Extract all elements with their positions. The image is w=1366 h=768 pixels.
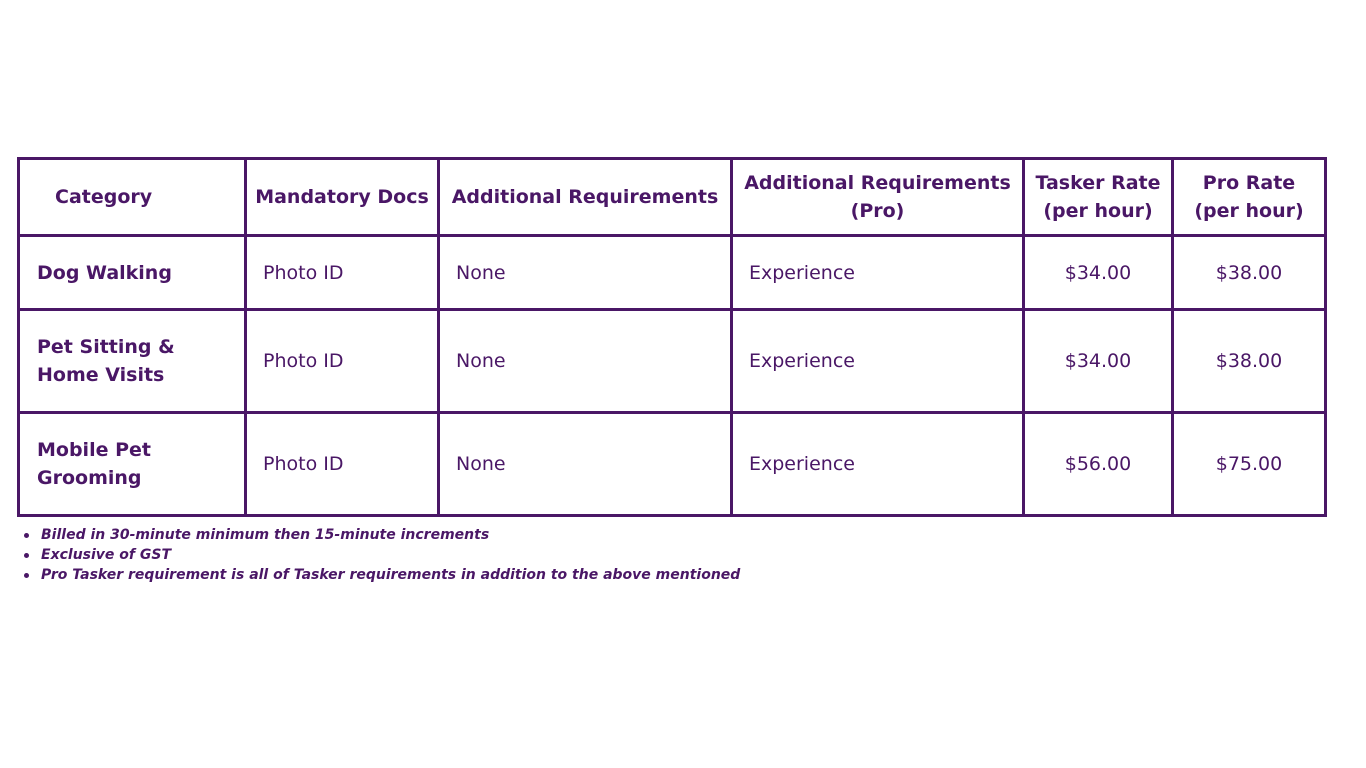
note-item [41, 525, 740, 545]
pricing-table [17, 157, 1327, 517]
note-text: Exclusive of GST [41, 547, 171, 563]
bullet-icon [24, 533, 29, 538]
table-header-row [19, 159, 1326, 236]
cell-mandatory-docs: Photo ID [246, 236, 439, 310]
header-additional-requirements-pro-line2: (Pro) [850, 200, 905, 222]
note-text: Pro Tasker requirement is all of Tasker requirements in addition to the above mentioned [41, 567, 741, 583]
header-mandatory-docs: Mandatory Docs [246, 159, 439, 236]
cell-additional-requirements-pro: Experience [732, 413, 1024, 516]
header-pro-rate-line2: (per hour) [1194, 200, 1304, 222]
cell-category: Mobile Pet Grooming [19, 413, 246, 516]
cell-mandatory-docs: Photo ID [246, 310, 439, 413]
cell-additional-requirements-pro: Experience [732, 236, 1024, 310]
table-row [19, 310, 1326, 413]
cell-tasker-rate: $34.00 [1024, 236, 1173, 310]
table-row [19, 413, 1326, 516]
cell-additional-requirements: None [439, 413, 732, 516]
cell-additional-requirements: None [439, 310, 732, 413]
note-item [41, 565, 740, 585]
cell-mandatory-docs: Photo ID [246, 413, 439, 516]
cell-additional-requirements-pro: Experience [732, 310, 1024, 413]
cell-tasker-rate: $34.00 [1024, 310, 1173, 413]
header-tasker-rate-line1: Tasker Rate [1035, 172, 1161, 194]
header-pro-rate-line1: Pro Rate [1202, 172, 1296, 194]
bullet-icon [24, 573, 29, 578]
note-item [41, 545, 740, 565]
header-additional-requirements-pro-line1: Additional Requirements [744, 172, 1011, 194]
cell-additional-requirements: None [439, 236, 732, 310]
header-additional-requirements-pro [732, 159, 1024, 236]
cell-pro-rate: $38.00 [1173, 236, 1326, 310]
header-additional-requirements: Additional Requirements [439, 159, 732, 236]
header-tasker-rate [1024, 159, 1173, 236]
cell-category: Dog Walking [19, 236, 246, 310]
table-row [19, 236, 1326, 310]
note-text: Billed in 30-minute minimum then 15-minute increments [41, 527, 490, 543]
cell-pro-rate: $75.00 [1173, 413, 1326, 516]
header-pro-rate [1173, 159, 1326, 236]
cell-tasker-rate: $56.00 [1024, 413, 1173, 516]
header-tasker-rate-line2: (per hour) [1043, 200, 1153, 222]
bullet-icon [24, 553, 29, 558]
notes-list [17, 525, 740, 585]
cell-pro-rate: $38.00 [1173, 310, 1326, 413]
header-category: Category [19, 159, 246, 236]
cell-category: Pet Sitting & Home Visits [19, 310, 246, 413]
